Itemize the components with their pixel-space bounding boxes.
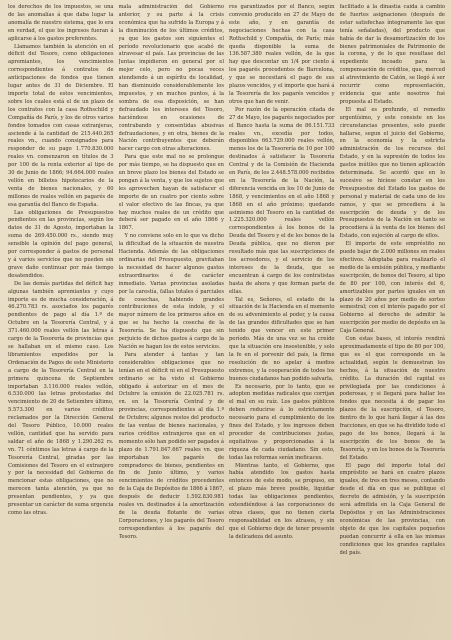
text-column-2: [119, 4, 225, 636]
paragraph: De las demás partidas del déficit hay algunas también apremiantes y cuyo importe es de mucha consideración, á 46.270.783 rs. asociados los pagarés pendientes de pago al día 1.º de Octubre en la Tesorería Central, y á 371.460.000 reales vellón las letras á cargo de la Tesorería de provincias que se hallaban en el mismo caso. Los libramientos expedidos por la Ordenación de Pagos de este Ministerio a cargo de la Tesorería Central en la primera quincena de Septiembre importaban 3.116.000 reales vellón, 6.530.000 las letras protestadas del vencimiento de 20 de Setiembre último, 5.573.300 en varios créditos reclamados por la Dirección General del Tesoro Público, 10.000 reales vellón, cantidad que ha servido para saldar el año de 1868 y 1.290.262 rs. vn. 71 céntimos las letras á cargo de la Tesorería Central, giradas por las Comisiones del Tesoro en el extranjero y por la necesidad del Gobierno de mencionar estas obligaciones, que no merecen tanta atención, ya que no presentan pendientes, y ya que presentar un carácter de suma urgencia como las otras.: [8, 280, 114, 516]
text-column-1: [8, 4, 114, 636]
paragraph: Con estas bases, el interés rendirá aproximadamente el tipo de 80 por 100, que es el que corresponde en la actualidad, según le demuestran los hechos, á la situación de nuestro crédito. La duración del capital es privilegiada por las condiciones á poderosas, y si llegará para hallar los fondos que necesita á de pagar los plazos de la suscripción, el Tesoro, dentro de lo que hará llegar á las dos fracciones, en que se ha dividido todo el pago de los bonos, llegará á la suscripción de los bonos de la Tesorería, y en los bonos de la Tesorería del Estado.: [339, 336, 445, 461]
paragraph: ros garantizados por el Banco, según convenio producido en 27 de Mayo de este año, y en garantía de negociaciones hechas con la casa Rothschild y Compañía, de París; más queda disponible la suma de 136.587.380 reales vellón, de la que hay que descontar un 1/4 por ciento á los pagarés procedentes de Barcelona, y que se necesitará el pago de sus plazos vencidos, y el importe que hará á la Tesorería de los pagarés vencidos y otros que han de venir.: [229, 4, 335, 105]
paragraph: Es necesario, por lo tanto, que se adopten medidas radicales que corrijan el mal en su raíz. Los gastos públicos deben reducirse á lo estrictamente necesario para el cumplimiento de los fines del Estado, y los ingresos deben proceder de contribuciones justas, equitativas y proporcionadas á la riqueza de cada ciudadano. Sin esto, todas las reformas serán ineficaces.: [229, 383, 335, 461]
paragraph: Tal es, Señores, el estado de la situación de la Hacienda en el momento de su advenimiento al poder, y la causa de las grandes dificultades que se han tenido que vencer en este primer período. Más de una vez se ha creído que la situación era insostenible, y solo la fe en el porvenir del país, la firme resolución de no apelar á medios extremos, y la cooperación de todos los buenos ciudadanos han podido salvarla.: [229, 296, 335, 382]
paragraph: Por razón de la operación citada de 27 de Mayo, los pagarés negociados por el Banco hasta la suma de 86.151.733 reales vn., excedía por todos, disponibles 663.729.000 reales vellón, menos los de la Tesorería de 10 por 100 destinados á satisfacer la Tesorería Central y de la Comisión de Hacienda en París, de los 2.448.578.000 recibidos en la Tesorería de la Nación, la diferencia vencida en los 10 de Junio de 1868, y vencimientos en el año 1868 y 1868 en el año próximo; quedando asimismo del Tesoro en la cantidad de 1.225.320.000 reales vellón correspondientes á los bonos de la Deuda del Tesoro y el de los bonos de la Deuda pública, que no dieron por resultado más que las suscripciones de los acreedores, y el servicio de los intereses de la deuda, que se encuentran á cargo de los contratistas hasta de ahora y que forman parte de ellas.: [229, 106, 335, 295]
paragraph: mala administración del Gobierno anterior, y su parte á la crisis económica que ha sufrido la Europa y á la disminución de los últimos créditos, ya que los gastos son siguientes el período revolucionario que acabó de atravesar el país. Las provincias de las Juntas impidieron en general por el mejor celo, pero no pocas veces atendiendo á un espíritu de localidad, han disminuido considerablemente los impuestos, y en muchos puntos, á la sombra de esa disposición, se han defraudado los intereses del Tesoro, haciéndose en ocasiones de contrabando y consentidas abusivas defraudaciones, y en otra, bienes de la Nación contribuyentes que deberán hacer cargo con otras alteraciones.: [118, 4, 224, 153]
paragraph: El mal es profundo, el remedio urgentísimo, y este consiste en los circunstancias presentes, solo puede hallarse, segun el juicio del Gobierno, en la economía y la estricta administración de los recursos del Estado, y en la supresión de todos los gastos inútiles que no tienen aplicación determinada. Se acordó que en lo sucesivo se hiciese constar en los Presupuestos del Estado los gastos de personal y material de cada uno de los ramos, y que se procediera á la suscripción de deuda y de los Presupuestos de la Nación en tanto se procediera á la venta de los bienes del Estado, con sujeción al cargo de ellos.: [339, 106, 445, 240]
paragraph: Para que este mal no se prolongue por más tiempo, se ha dispuesto que en un breve plazo los bienes del Estado se pongan á la venta, y que los sujetos que les aprovechen hayan de satisfacer el importe de un cuatro por ciento sobre el valor efectivo de las fincas, ya que hay muchos reales de un crédito que deberá ser pagado en el año 1866 y 1867.: [118, 154, 224, 232]
paragraph: Y no conviene solo en lo que va dicho la dificultad de la situación de nuestra Hacienda. Además de las obligaciones ordinarias del Presupuesto, gravitaban la necesidad de hacer algunos gastos extraordinarios é de carácter inmediato. Varias provincias asoladas por la carestía, fallas totales ó parciales de cosechas, habiendo grandes contribuciones de esta índole, y el mayor número de los primeros años en que se ha hecho la cosecha de la Tesorería. Se ha dispuesto que sin perjuicio de dichos gastos á cargo de la Nación se hagan los de estos servicios.: [118, 233, 224, 350]
paragraph: Mientras tanto, el Gobierno, que había atendido los gastos hasta entonces de este modo, se propuso, en el plazo más breve posible, liquidar todas las obligaciones pendientes, extendiéndose á las corporaciones de otras clases, que no tienen cierta responsabilidad en los atrasos, y sin que el Gobierno deje de tener presente la delicadeza del asunto.: [229, 462, 335, 540]
text-column-4: [340, 4, 446, 636]
paragraph: Llamamos también la atención en el déficit del Tesoro, como obligaciones apremiantes, los vencimientos correspondientes á contratos de anticipaciones de fondos que tienen lugar antes de 31 de Diciembre. El importe total de estos vencimientos, sobre los cuales está el de un plazo de los contratos con la casa Rothschild y Compañía de París, y los de otros varios fondos tomados con casas extranjeras, asciende á la cantidad de 215.440.265 reales vn., cuando consignados para responder de su pago 1.770.830.000 reales vn. comenzaron en títulos de 3 por 100 de la renta exterior al tipo de 30 de Junio de 1866; 94.664.000 reales vellón en billetes hipotecarios de la venta de bienes nacionales, y 60 millones de reales vellón en pagarés de esa garantía del Banco de España.: [8, 43, 114, 208]
text-column-3: [229, 4, 335, 636]
paragraph: los derechos de los impuestos, se una de las anomalías á que daba lugar la anomalía de nuestro sistema, que lo era en verdad, el que los ingresos fueran á aplicarse á los gastos preferentes.: [8, 4, 114, 42]
paragraph: El importe de este empréstito no puede bajar de 2.000 millones en reales efectivos. Adoptaba para realizarlo el medio de la emisión pública, y mediante suscripción, de bonos del Tesoro, al tipo de 80 por 100, con interés del 6, amortizables por partes iguales en un plazo de 20 años por medio de sorteo semestral; con el interés pagado por el Gobierno al derecho de admitir la suscripción por medio de depósito en la Caja General.: [339, 241, 445, 335]
paragraph: Para atender á tantas y tan considerables obligaciones que no tenían en el déficit ni en el Presupuesto ordinario se ha visto el Gobierno obligado á autorizar en el mes de Octubre la emisión de 22.025.781 rs. vn. en la Tesorería Central y de provincias, correspondientes al día 1.º de Octubre; algunos restos del producto de las ventas de bienes nacionales, y varios créditos extranjeros que en el momento sólo han podido ser pagados á plazo de 1.791.847.667 reales vn. que importaban los pagarés de compradores de bienes, pendientes en fin de Junio último, y varios vencimientos de créditos procedentes de la Caja de Depósitos de 1866 á 1867, después de deducir 1.592.830.981 reales vn. destinados á la amortización de la deuda flotante de varias Corporaciones, y los pagarés del Tesoro correspondientes á los pagarés del Tesoro.: [118, 351, 224, 540]
paragraph: facilitado á la dinastía caída á cambio de fuertes asignaciones (después de estar satisfechas íntegramente las que tenía señaladas), del producto que había de dar la desamortización de los bienes patrimoniales de Patrimonio de la corona, y de lo que resultase del expediente incoado para la compensación de créditos, que, merced al atrevimiento de Catón, se llegó á ser recurrir como representación, evidencia que ante nosotros fué propuesta al Estado.: [339, 4, 445, 105]
text-columns: [8, 4, 445, 636]
paragraph: El pago del importe total del empréstito se hará en cuatro plazos iguales, de tres en tres meses, contando desde el día en que se publique el decreto de admisión, y la suscripción será admitida en la Caja General de Depósitos y en las Administraciones económicas de las provincias, con objeto de que los capitales pequeños puedan concurrir á ella en las mismas condiciones que los grandes capitales del país.: [339, 462, 445, 556]
paragraph: Las obligaciones de Presupuestos pendientes en las provincias, según los datos de 31 de Agosto, importaban la suma de 269.450.000 rs., siendo muy sensible la opinión del pago general, por corresponder á gastos de personal y á varios servicios que no pueden sin grave daño continuar por más tiempo desatendidos.: [8, 209, 114, 279]
